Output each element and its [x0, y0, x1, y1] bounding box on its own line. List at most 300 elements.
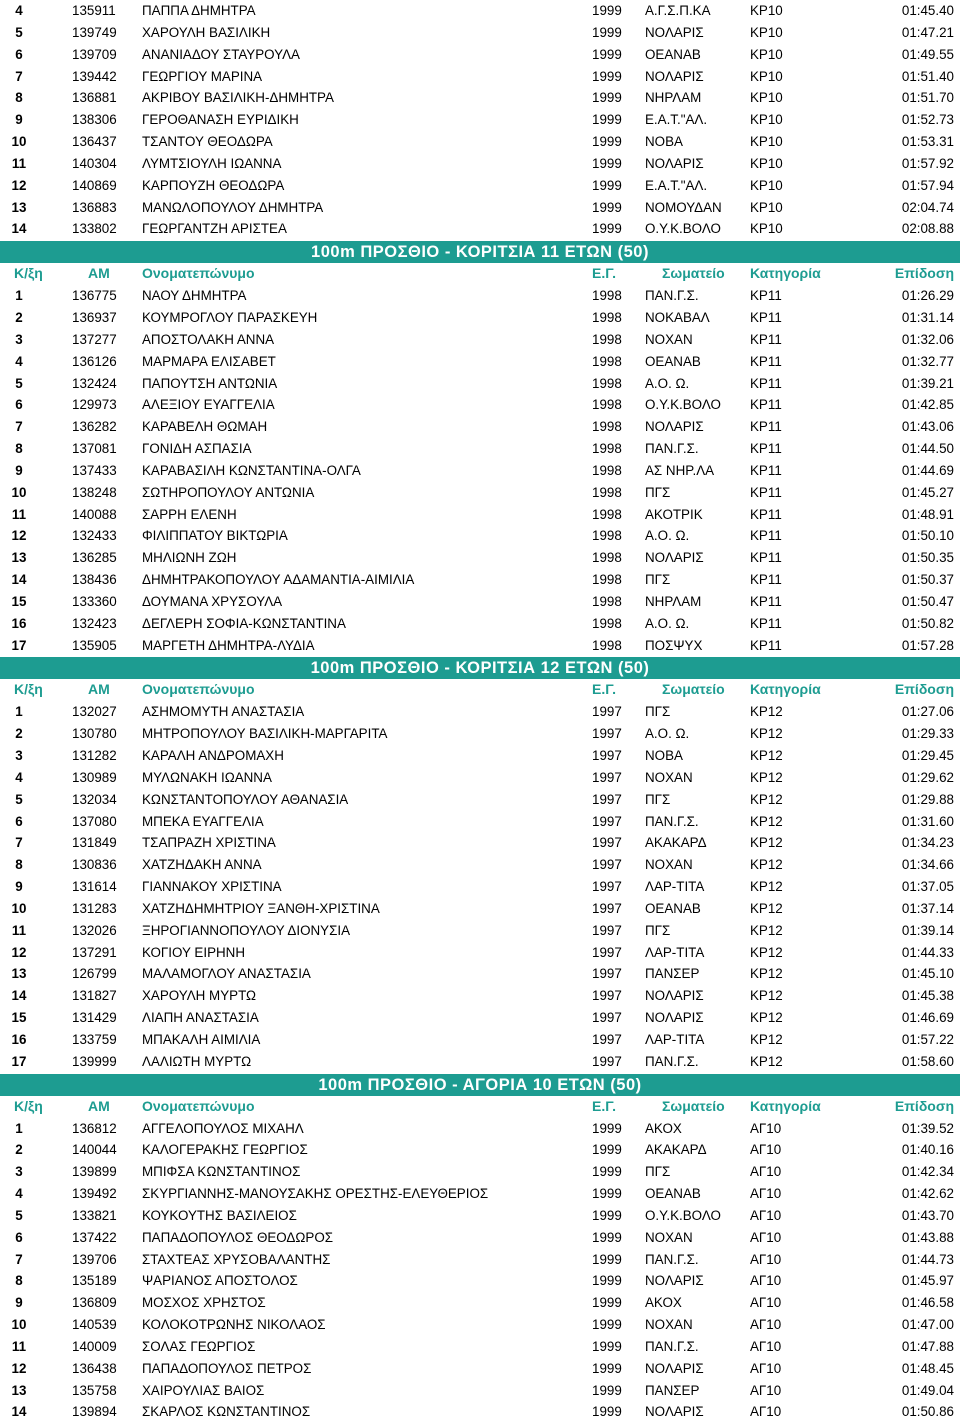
column-header-pos: Κ/ξη: [14, 1097, 43, 1114]
cell-name: ΛΑΛΙΩΤΗ ΜΥΡΤΩ: [142, 1053, 252, 1069]
cell-pos: 7: [15, 835, 23, 851]
cell-time: 01:50.35: [901, 550, 954, 566]
cell-name: ΞΗΡΟΓΙΑΝΝΟΠΟΥΛΟΥ ΔΙΟΝΥΣΙΑ: [142, 922, 351, 938]
cell-cat: ΚΡ12: [750, 857, 783, 873]
cell-pos: 8: [15, 1273, 23, 1289]
cell-cat: ΚΡ11: [750, 506, 782, 522]
cell-club: ΝΟΧΑΝ: [645, 769, 693, 785]
cell-name: ΚΟΓΙΟΥ ΕΙΡΗΝΗ: [142, 944, 246, 960]
cell-club: Ο.Υ.Κ.ΒΟΛΟ: [645, 397, 721, 413]
cell-time: 01:50.86: [901, 1404, 954, 1420]
column-header-time: Επίδοση: [894, 1097, 954, 1114]
cell-year: 1997: [592, 835, 622, 851]
cell-year: 1999: [592, 112, 622, 128]
cell-club: Ο.Υ.Κ.ΒΟΛΟ: [645, 1207, 721, 1223]
cell-year: 1998: [592, 550, 622, 566]
cell-cat: ΚΡ12: [750, 1010, 783, 1026]
cell-am: 132034: [72, 791, 117, 807]
cell-time: 01:47.00: [901, 1317, 954, 1333]
table-row: [0, 832, 960, 854]
cell-cat: ΚΡ12: [750, 879, 783, 895]
cell-pos: 8: [15, 857, 23, 873]
table-row: [0, 1292, 960, 1314]
cell-am: 140869: [72, 177, 117, 193]
column-header-am: ΑΜ: [88, 1097, 110, 1114]
cell-time: 01:45.38: [901, 988, 954, 1004]
cell-club: ΑΚΑΚΑΡΔ: [645, 835, 707, 851]
cell-club: ΟΕΑΝΑΒ: [645, 353, 701, 369]
table-row: [0, 329, 960, 351]
table-row: [0, 591, 960, 613]
cell-cat: ΑΓ10: [750, 1360, 782, 1376]
table-row: [0, 1249, 960, 1271]
cell-name: ΜΑΡΓΕΤΗ ΔΗΜΗΤΡΑ-ΛΥΔΙΑ: [142, 637, 315, 653]
cell-am: 133802: [72, 221, 117, 237]
cell-year: 1999: [592, 1142, 622, 1158]
cell-cat: ΚΡ12: [750, 922, 783, 938]
cell-year: 1999: [592, 1273, 622, 1289]
cell-name: ΜΑΡΜΑΡΑ ΕΛΙΣΑΒΕΤ: [142, 353, 276, 369]
table-row: [0, 635, 960, 657]
table-row: [0, 482, 960, 504]
table-row: [0, 66, 960, 88]
cell-club: ΝΟΛΑΡΙΣ: [645, 988, 704, 1004]
table-row: [0, 569, 960, 591]
cell-pos: 2: [15, 1142, 23, 1158]
cell-cat: ΚΡ12: [750, 988, 783, 1004]
event-title-bar: 100m ΠΡΟΣΘΙΟ - ΑΓΟΡΙΑ 10 ΕΤΩΝ (50): [0, 1074, 960, 1096]
cell-am: 130836: [72, 857, 117, 873]
cell-pos: 13: [11, 1382, 27, 1398]
cell-club: ΠΓΣ: [645, 922, 671, 938]
cell-name: ΧΑΡΟΥΛΗ ΒΑΣΙΛΙΚΗ: [142, 24, 271, 40]
column-header-name: Ονοματεπώνυμο: [142, 1097, 255, 1114]
results-section: [0, 1074, 960, 1423]
cell-time: 01:50.10: [901, 528, 954, 544]
column-header-club: Σωματείο: [662, 265, 725, 282]
cell-name: ΜΗΤΡΟΠΟΥΛΟΥ ΒΑΣΙΛΙΚΗ-ΜΑΡΓΑΡΙΤΑ: [142, 726, 388, 742]
table-row: [0, 920, 960, 942]
table-row: [0, 44, 960, 66]
cell-time: 01:44.73: [901, 1251, 954, 1267]
cell-am: 132433: [72, 528, 117, 544]
cell-cat: ΚΡ12: [750, 835, 783, 851]
table-row: [0, 1118, 960, 1140]
cell-year: 1998: [592, 462, 622, 478]
cell-cat: ΑΓ10: [750, 1251, 782, 1267]
cell-pos: 5: [15, 1207, 23, 1223]
cell-pos: 14: [11, 572, 27, 588]
cell-name: ΚΑΡΑΒΕΛΗ ΘΩΜΑΗ: [142, 419, 268, 435]
cell-pos: 4: [15, 3, 23, 18]
cell-name: ΧΑΡΟΥΛΗ ΜΥΡΤΩ: [142, 988, 257, 1004]
table-row: [0, 942, 960, 964]
table-row: [0, 307, 960, 329]
cell-club: ΝΟΛΑΡΙΣ: [645, 24, 704, 40]
cell-cat: ΑΓ10: [750, 1229, 782, 1245]
cell-pos: 6: [15, 46, 23, 62]
cell-year: 1999: [592, 155, 622, 171]
table-row: [0, 1007, 960, 1029]
cell-cat: ΑΓ10: [750, 1186, 782, 1202]
cell-am: 131283: [72, 900, 117, 916]
cell-cat: ΚΡ12: [750, 726, 783, 742]
cell-am: 137291: [72, 944, 117, 960]
cell-cat: ΚΡ10: [750, 177, 783, 193]
column-header-name: Ονοματεπώνυμο: [142, 265, 255, 282]
cell-club: ΠΑΝ.Γ.Σ.: [645, 288, 699, 304]
cell-time: 01:50.47: [901, 593, 954, 609]
cell-cat: ΑΓ10: [750, 1142, 782, 1158]
cell-year: 1997: [592, 879, 622, 895]
cell-am: 138436: [72, 572, 117, 588]
table-row: [0, 438, 960, 460]
cell-name: ΛΙΑΠΗ ΑΝΑΣΤΑΣΙΑ: [142, 1010, 259, 1026]
cell-year: 1998: [592, 572, 622, 588]
cell-time: 02:08.88: [901, 221, 954, 237]
cell-club: Α.Ο. Ω.: [645, 375, 690, 391]
table-row: [0, 898, 960, 920]
table-row: [0, 1270, 960, 1292]
cell-cat: ΚΡ11: [750, 331, 782, 347]
table-header-row: [0, 679, 960, 701]
cell-cat: ΚΡ11: [750, 419, 782, 435]
cell-cat: ΚΡ11: [750, 441, 782, 457]
results-section: [0, 657, 960, 1072]
column-header-am: ΑΜ: [88, 265, 110, 282]
cell-year: 1999: [592, 177, 622, 193]
cell-pos: 4: [15, 769, 23, 785]
cell-club: ΝΟΒΑ: [645, 748, 683, 763]
table-row: [0, 985, 960, 1007]
cell-name: ΚΩΝΣΤΑΝΤΟΠΟΥΛΟΥ ΑΘΑΝΑΣΙΑ: [142, 791, 349, 807]
cell-year: 1999: [592, 24, 622, 40]
cell-cat: ΚΡ11: [750, 637, 782, 653]
cell-name: ΑΝΑΝΙΑΔΟΥ ΣΤΑΥΡΟΥΛΑ: [142, 46, 300, 62]
cell-am: 137080: [72, 813, 117, 829]
cell-cat: ΚΡ10: [750, 134, 783, 150]
cell-cat: ΚΡ10: [750, 24, 783, 40]
cell-pos: 10: [11, 900, 27, 916]
cell-year: 1999: [592, 3, 622, 18]
cell-am: 139709: [72, 46, 117, 62]
cell-pos: 2: [15, 309, 23, 325]
cell-name: ΑΠΟΣΤΟΛΑΚΗ ΑΝΝΑ: [142, 331, 275, 347]
cell-time: 01:49.55: [901, 46, 954, 62]
cell-am: 137277: [72, 331, 117, 347]
cell-pos: 11: [11, 1338, 27, 1354]
cell-club: ΠΓΣ: [645, 572, 671, 588]
cell-pos: 13: [11, 199, 27, 215]
cell-cat: ΑΓ10: [750, 1164, 782, 1180]
cell-time: 01:57.22: [901, 1031, 954, 1047]
cell-pos: 10: [11, 1317, 27, 1333]
cell-time: 01:45.40: [901, 3, 954, 18]
cell-pos: 3: [15, 748, 23, 763]
cell-year: 1999: [592, 199, 622, 215]
cell-time: 01:57.92: [901, 155, 954, 171]
cell-pos: 8: [15, 90, 23, 106]
table-row: [0, 504, 960, 526]
cell-club: ΠΑΝΣΕΡ: [645, 966, 700, 982]
cell-pos: 9: [15, 462, 23, 478]
cell-name: ΑΣΗΜΟΜΥΤΗ ΑΝΑΣΤΑΣΙΑ: [142, 704, 305, 720]
cell-pos: 1: [15, 704, 23, 720]
cell-am: 136812: [72, 1120, 117, 1136]
cell-name: ΚΟΥΚΟΥΤΗΣ ΒΑΣΙΛΕΙΟΣ: [142, 1207, 297, 1223]
cell-year: 1999: [592, 1404, 622, 1420]
cell-am: 135905: [72, 637, 117, 653]
cell-year: 1999: [592, 1295, 622, 1311]
cell-name: ΚΑΛΟΓΕΡΑΚΗΣ ΓΕΩΡΓΙΟΣ: [142, 1142, 308, 1158]
cell-time: 01:39.52: [901, 1120, 954, 1136]
cell-pos: 1: [15, 1120, 23, 1136]
cell-name: ΧΑΤΖΗΔΗΜΗΤΡΙΟΥ ΞΑΝΘΗ-ΧΡΙΣΤΙΝΑ: [142, 900, 380, 916]
cell-pos: 6: [15, 1229, 23, 1245]
cell-pos: 9: [15, 112, 23, 128]
table-row: [0, 153, 960, 175]
cell-time: 01:42.34: [901, 1164, 954, 1180]
cell-club: Ε.Α.Τ."ΑΛ.: [645, 112, 708, 128]
cell-year: 1998: [592, 506, 622, 522]
column-header-pos: Κ/ξη: [14, 681, 43, 698]
cell-year: 1999: [592, 1186, 622, 1202]
cell-time: 01:39.21: [901, 375, 954, 391]
cell-club: ΠΓΣ: [645, 704, 671, 720]
cell-pos: 11: [11, 922, 27, 938]
cell-time: 01:49.04: [901, 1382, 954, 1398]
cell-name: ΠΑΠΟΥΤΣΗ ΑΝΤΩΝΙΑ: [142, 375, 278, 391]
cell-year: 1999: [592, 68, 622, 84]
cell-year: 1999: [592, 134, 622, 150]
cell-name: ΠΑΠΑΔΟΠΟΥΛΟΣ ΠΕΤΡΟΣ: [142, 1360, 312, 1376]
cell-am: 137422: [72, 1229, 117, 1245]
cell-pos: 10: [11, 134, 27, 150]
cell-year: 1998: [592, 419, 622, 435]
table-row: [0, 131, 960, 153]
cell-year: 1997: [592, 1053, 622, 1069]
table-row: [0, 175, 960, 197]
column-header-year: Ε.Γ.: [592, 681, 616, 698]
cell-time: 01:32.77: [901, 353, 954, 369]
cell-cat: ΚΡ10: [750, 3, 783, 18]
table-row: [0, 963, 960, 985]
cell-am: 136883: [72, 199, 117, 215]
table-row: [0, 1336, 960, 1358]
cell-time: 01:29.62: [901, 769, 954, 785]
cell-year: 1997: [592, 1010, 622, 1026]
cell-cat: ΚΡ12: [750, 944, 783, 960]
cell-pos: 12: [11, 944, 27, 960]
cell-club: ΝΟΚΑΒΑΛ: [645, 309, 710, 325]
cell-club: ΑΚΟΧ: [645, 1120, 682, 1136]
cell-club: ΝΟΧΑΝ: [645, 331, 693, 347]
cell-name: ΠΑΠΑΔΟΠΟΥΛΟΣ ΘΕΟΔΩΡΟΣ: [142, 1229, 334, 1245]
cell-club: ΝΟΧΑΝ: [645, 857, 693, 873]
cell-year: 1997: [592, 791, 622, 807]
cell-club: ΝΟΛΑΡΙΣ: [645, 550, 704, 566]
cell-name: ΔΟΥΜΑΝΑ ΧΡΥΣΟΥΛΑ: [142, 593, 283, 609]
cell-am: 140539: [72, 1317, 117, 1333]
cell-cat: ΑΓ10: [750, 1295, 782, 1311]
cell-pos: 6: [15, 397, 23, 413]
cell-am: 132423: [72, 615, 117, 631]
cell-year: 1997: [592, 857, 622, 873]
cell-year: 1997: [592, 922, 622, 938]
cell-time: 01:51.40: [901, 68, 954, 84]
cell-time: 01:46.69: [901, 1010, 954, 1026]
cell-time: 01:31.60: [901, 813, 954, 829]
table-row: [0, 1183, 960, 1205]
cell-cat: ΚΡ11: [750, 375, 782, 391]
cell-time: 01:45.10: [901, 966, 954, 982]
cell-time: 01:31.14: [901, 309, 954, 325]
cell-cat: ΚΡ12: [750, 1031, 783, 1047]
table-row: [0, 701, 960, 723]
cell-name: ΚΑΡΠΟΥΖΗ ΘΕΟΔΩΡΑ: [142, 177, 285, 193]
column-header-club: Σωματείο: [662, 681, 725, 698]
cell-am: 139442: [72, 68, 117, 84]
cell-am: 131827: [72, 988, 117, 1004]
cell-pos: 13: [11, 966, 27, 982]
cell-year: 1997: [592, 944, 622, 960]
cell-pos: 12: [11, 528, 27, 544]
cell-club: Α.Ο. Ω.: [645, 726, 690, 742]
cell-year: 1997: [592, 966, 622, 982]
cell-cat: ΚΡ12: [750, 900, 783, 916]
cell-club: ΠΑΝ.Γ.Σ.: [645, 1251, 699, 1267]
cell-cat: ΚΡ10: [750, 221, 783, 237]
cell-cat: ΚΡ11: [750, 462, 782, 478]
cell-am: 139894: [72, 1404, 117, 1420]
table-header-row: [0, 263, 960, 285]
cell-am: 140009: [72, 1338, 117, 1354]
table-row: [0, 1358, 960, 1380]
cell-club: ΠΑΝΣΕΡ: [645, 1382, 700, 1398]
cell-year: 1997: [592, 1031, 622, 1047]
cell-time: 01:37.14: [901, 900, 954, 916]
cell-name: ΑΛΕΞΙΟΥ ΕΥΑΓΓΕΛΙΑ: [142, 397, 275, 413]
cell-time: 01:34.66: [901, 857, 954, 873]
cell-am: 131849: [72, 835, 117, 851]
table-row: [0, 1139, 960, 1161]
cell-time: 01:26.29: [901, 288, 954, 304]
cell-cat: ΚΡ10: [750, 68, 783, 84]
cell-time: 01:48.45: [901, 1360, 954, 1376]
cell-name: ΜΟΣΧΟΣ ΧΡΗΣΤΟΣ: [142, 1295, 266, 1311]
cell-am: 132027: [72, 704, 117, 720]
cell-pos: 7: [15, 419, 23, 435]
cell-club: ΝΟΧΑΝ: [645, 1317, 693, 1333]
cell-year: 1998: [592, 528, 622, 544]
cell-am: 136809: [72, 1295, 117, 1311]
cell-pos: 11: [11, 155, 27, 171]
cell-year: 1999: [592, 1120, 622, 1136]
cell-pos: 12: [11, 1360, 27, 1376]
cell-club: ΠΑΝ.Γ.Σ.: [645, 813, 699, 829]
cell-cat: ΚΡ10: [750, 112, 783, 128]
cell-year: 1998: [592, 353, 622, 369]
cell-cat: ΚΡ11: [750, 615, 782, 631]
cell-pos: 17: [11, 637, 27, 653]
cell-am: 140088: [72, 506, 117, 522]
cell-club: ΟΕΑΝΑΒ: [645, 46, 701, 62]
cell-time: 01:43.88: [901, 1229, 954, 1245]
cell-year: 1998: [592, 288, 622, 304]
cell-name: ΤΣΑΝΤΟΥ ΘΕΟΔΩΡΑ: [142, 134, 273, 150]
cell-am: 135911: [72, 3, 116, 18]
cell-pos: 14: [11, 1404, 27, 1420]
cell-year: 1999: [592, 90, 622, 106]
cell-am: 135189: [72, 1273, 117, 1289]
cell-time: 01:45.27: [901, 484, 954, 500]
cell-pos: 13: [11, 550, 27, 566]
cell-cat: ΚΡ11: [750, 397, 782, 413]
cell-name: ΑΚΡΙΒΟΥ ΒΑΣΙΛΙΚΗ-ΔΗΜΗΤΡΑ: [142, 90, 334, 106]
cell-am: 140304: [72, 155, 117, 171]
cell-name: ΣΚΥΡΓΙΑΝΝΗΣ-ΜΑΝΟΥΣΑΚΗΣ ΟΡΕΣΤΗΣ-ΕΛΕΥΘΕΡΙΟΣ: [142, 1186, 489, 1202]
table-row: [0, 811, 960, 833]
cell-am: 131614: [72, 879, 117, 895]
cell-club: ΝΟΛΑΡΙΣ: [645, 1360, 704, 1376]
cell-club: ΠΓΣ: [645, 1164, 671, 1180]
cell-time: 01:42.85: [901, 397, 954, 413]
cell-name: ΚΟΛΟΚΟΤΡΩΝΗΣ ΝΙΚΟΛΑΟΣ: [142, 1317, 326, 1333]
cell-club: ΝΗΡΛΑΜ: [645, 593, 702, 609]
cell-name: ΧΑΤΖΗΔΑΚΗ ΑΝΝΑ: [142, 857, 262, 873]
cell-am: 126799: [72, 966, 117, 982]
cell-cat: ΑΓ10: [750, 1120, 782, 1136]
cell-pos: 2: [15, 726, 23, 742]
cell-name: ΣΑΡΡΗ ΕΛΕΝΗ: [142, 506, 237, 522]
cell-club: ΑΣ ΝΗΡ.ΛΑ: [645, 462, 715, 478]
cell-name: ΛΥΜΤΣΙΟΥΛΗ ΙΩΑΝΝΑ: [142, 155, 282, 171]
cell-name: ΓΕΩΡΓΙΟΥ ΜΑΡΙΝΑ: [142, 68, 263, 84]
table-row: [0, 1205, 960, 1227]
cell-am: 130780: [72, 726, 117, 742]
cell-am: 139999: [72, 1053, 117, 1069]
cell-time: 01:52.73: [901, 112, 954, 128]
cell-cat: ΚΡ10: [750, 90, 783, 106]
cell-cat: ΚΡ11: [750, 572, 782, 588]
cell-club: ΠΓΣ: [645, 484, 671, 500]
cell-am: 133821: [72, 1207, 117, 1223]
cell-pos: 1: [15, 288, 23, 304]
cell-name: ΠΑΠΠΑ ΔΗΜΗΤΡΑ: [142, 3, 256, 18]
cell-am: 139899: [72, 1164, 117, 1180]
cell-club: ΝΟΛΑΡΙΣ: [645, 1404, 704, 1420]
cell-name: ΓΙΑΝΝΑΚΟΥ ΧΡΙΣΤΙΝΑ: [142, 879, 282, 895]
cell-cat: ΑΓ10: [750, 1273, 782, 1289]
cell-time: 01:29.88: [901, 791, 954, 807]
cell-time: 01:46.58: [901, 1295, 954, 1311]
cell-pos: 9: [15, 879, 23, 895]
table-row: [0, 854, 960, 876]
cell-pos: 10: [11, 484, 27, 500]
cell-club: Α.Γ.Σ.Π.ΚΑ: [645, 3, 711, 18]
cell-time: 01:48.91: [901, 506, 954, 522]
cell-name: ΜΠΙΦΣΑ ΚΩΝΣΤΑΝΤΙΝΟΣ: [142, 1164, 301, 1180]
table-row: [0, 613, 960, 635]
cell-am: 131282: [72, 748, 117, 763]
table-row: [0, 1314, 960, 1336]
table-row: [0, 767, 960, 789]
column-header-pos: Κ/ξη: [14, 265, 43, 282]
table-row: [0, 1380, 960, 1402]
cell-time: 01:43.70: [901, 1207, 954, 1223]
cell-time: 01:44.69: [901, 462, 954, 478]
cell-time: 01:50.82: [901, 615, 954, 631]
